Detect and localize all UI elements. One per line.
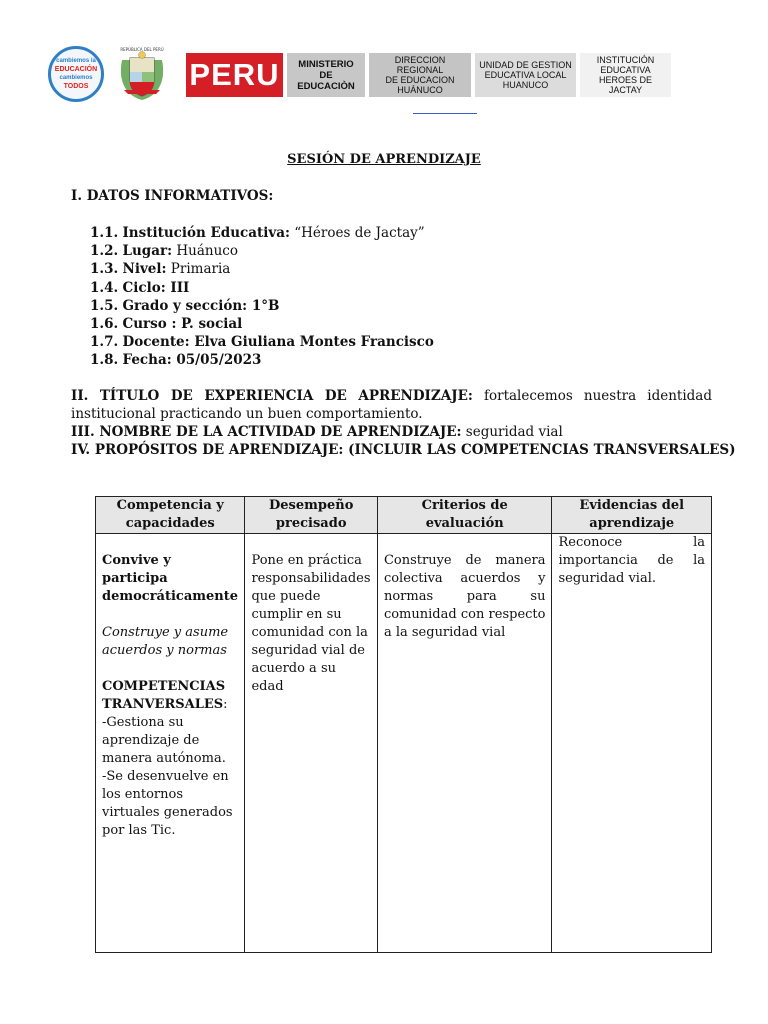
table-header-row xyxy=(96,497,712,534)
section2-text: fortalecemos nuestra identidad institucional practicando un buen comportamiento. xyxy=(71,388,712,422)
info-num: 1.7. xyxy=(90,334,119,351)
ministerio-line-2: DE xyxy=(319,69,333,81)
institucion-line-2: EDUCATIVA xyxy=(600,65,651,75)
unidad-line-1: UNIDAD DE GESTION xyxy=(479,60,572,70)
transversal-item: -Gestiona su aprendizaje de manera autónoma. xyxy=(102,715,226,766)
institucion-line-3: HEROES DE xyxy=(598,75,652,85)
direccion-line-3: DE EDUCACION xyxy=(385,75,455,85)
section3-heading: III. NOMBRE DE LA ACTIVIDAD DE APRENDIZAJE: xyxy=(71,424,462,440)
transversales-block xyxy=(102,678,238,714)
logo-line-2: EDUCACIÓN xyxy=(54,66,98,73)
info-num: 1.3. xyxy=(90,261,119,278)
unidad-line-2: EDUCATIVA LOCAL xyxy=(484,70,567,80)
cell-desempeno: Pone en práctica responsabilidades que puede cumplir en su comunidad con la seguridad vial de acuerdo a su edad xyxy=(245,534,377,953)
direccion-regional-box xyxy=(369,53,471,97)
section-nombre-actividad xyxy=(71,424,563,440)
info-value: “Héroes de Jactay” xyxy=(289,225,425,241)
transversal-item: -Se desenvuelve en los entornos virtuales generados por las Tic. xyxy=(102,769,233,838)
info-num: 1.1. xyxy=(90,225,119,241)
section-titulo-experiencia xyxy=(71,387,712,423)
info-label: Institución Educativa: xyxy=(122,225,290,241)
info-num: 1.5. xyxy=(90,297,119,314)
capacidad-text: Construye y asume acuerdos y normas xyxy=(102,625,229,658)
section-propositos: IV. PROPÓSITOS DE APRENDIZAJE: (INCLUIR LAS COMPETENCIAS TRANSVERSALES) xyxy=(71,442,736,458)
info-item xyxy=(90,260,434,278)
direccion-line-2: REGIONAL xyxy=(396,65,444,75)
institucion-line-1: INSTITUCIÓN xyxy=(596,55,655,65)
header-competencia: Competencia y capacidades xyxy=(96,497,245,534)
unidad-line-3: HUANUCO xyxy=(502,80,549,90)
cell-competencia xyxy=(96,534,245,953)
propositos-table xyxy=(95,496,712,953)
cell-criterio: Construye de manera colectiva acuerdos y normas para su comunidad con respecto a la seguridad vial xyxy=(377,534,552,953)
info-list xyxy=(90,224,434,370)
table-row xyxy=(96,534,712,953)
info-num: 1.4. xyxy=(90,279,119,296)
transversales-colon: : xyxy=(223,697,228,712)
logo-line-1: cambiemos la xyxy=(56,58,96,64)
direccion-line-4: HUÁNUCO xyxy=(397,85,443,95)
header-link-underline xyxy=(413,113,477,114)
info-label: Grado y sección: 1°B xyxy=(122,297,280,314)
info-label: Lugar: xyxy=(122,243,173,260)
info-item xyxy=(90,224,434,242)
logo-line-3: cambiemos xyxy=(59,75,93,81)
education-campaign-logo xyxy=(48,46,104,102)
direccion-line-1: DIRECCION xyxy=(394,55,446,65)
header-evidencias: Evidencias del aprendizaje xyxy=(552,497,712,534)
info-num: 1.6. xyxy=(90,316,119,333)
transversales-heading: COMPETENCIAS TRANVERSALES xyxy=(102,679,226,712)
section3-text: seguridad vial xyxy=(461,424,563,440)
ministerio-box xyxy=(287,53,365,97)
peru-coat-of-arms-icon xyxy=(116,46,168,104)
header-desempeno: Desempeño precisado xyxy=(245,497,377,534)
section2-heading: II. TÍTULO DE EXPERIENCIA DE APRENDIZAJE: xyxy=(71,388,473,404)
info-label: Fecha: 05/05/2023 xyxy=(122,352,262,369)
info-item xyxy=(90,242,434,260)
ministerio-line-1: MINISTERIO xyxy=(298,58,354,70)
cell-evidencia: Reconoce la importancia de la seguridad vial. xyxy=(552,534,712,953)
institucion-box xyxy=(580,53,671,97)
page-title: SESIÓN DE APRENDIZAJE xyxy=(287,152,481,167)
info-value: Huánuco xyxy=(172,243,238,260)
ugel-box xyxy=(475,53,576,97)
info-label: Docente: Elva Giuliana Montes Francisco xyxy=(122,334,434,351)
info-label: Nivel: xyxy=(122,261,167,278)
institucion-line-4: JACTAY xyxy=(608,85,643,95)
section-datos-informativos: I. DATOS INFORMATIVOS: xyxy=(71,188,274,204)
info-label: Ciclo: III xyxy=(122,279,190,296)
info-value: Primaria xyxy=(166,261,231,278)
emblem-caption: REPÚBLICA DEL PERÚ xyxy=(120,47,164,52)
info-num: 1.2. xyxy=(90,243,119,260)
header-criterios: Criterios de evaluación xyxy=(377,497,552,534)
info-item xyxy=(90,351,434,369)
info-label: Curso : P. social xyxy=(122,316,243,333)
info-item xyxy=(90,315,434,333)
info-item xyxy=(90,279,434,297)
competencia-name: Convive y participa democráticamente xyxy=(102,553,239,604)
info-item xyxy=(90,333,434,351)
info-num: 1.8. xyxy=(90,352,119,369)
peru-brand-block: PERU xyxy=(186,53,283,97)
ministerio-line-3: EDUCACIÒN xyxy=(297,80,355,92)
info-item xyxy=(90,297,434,315)
logo-line-4: TODOS xyxy=(63,83,89,90)
